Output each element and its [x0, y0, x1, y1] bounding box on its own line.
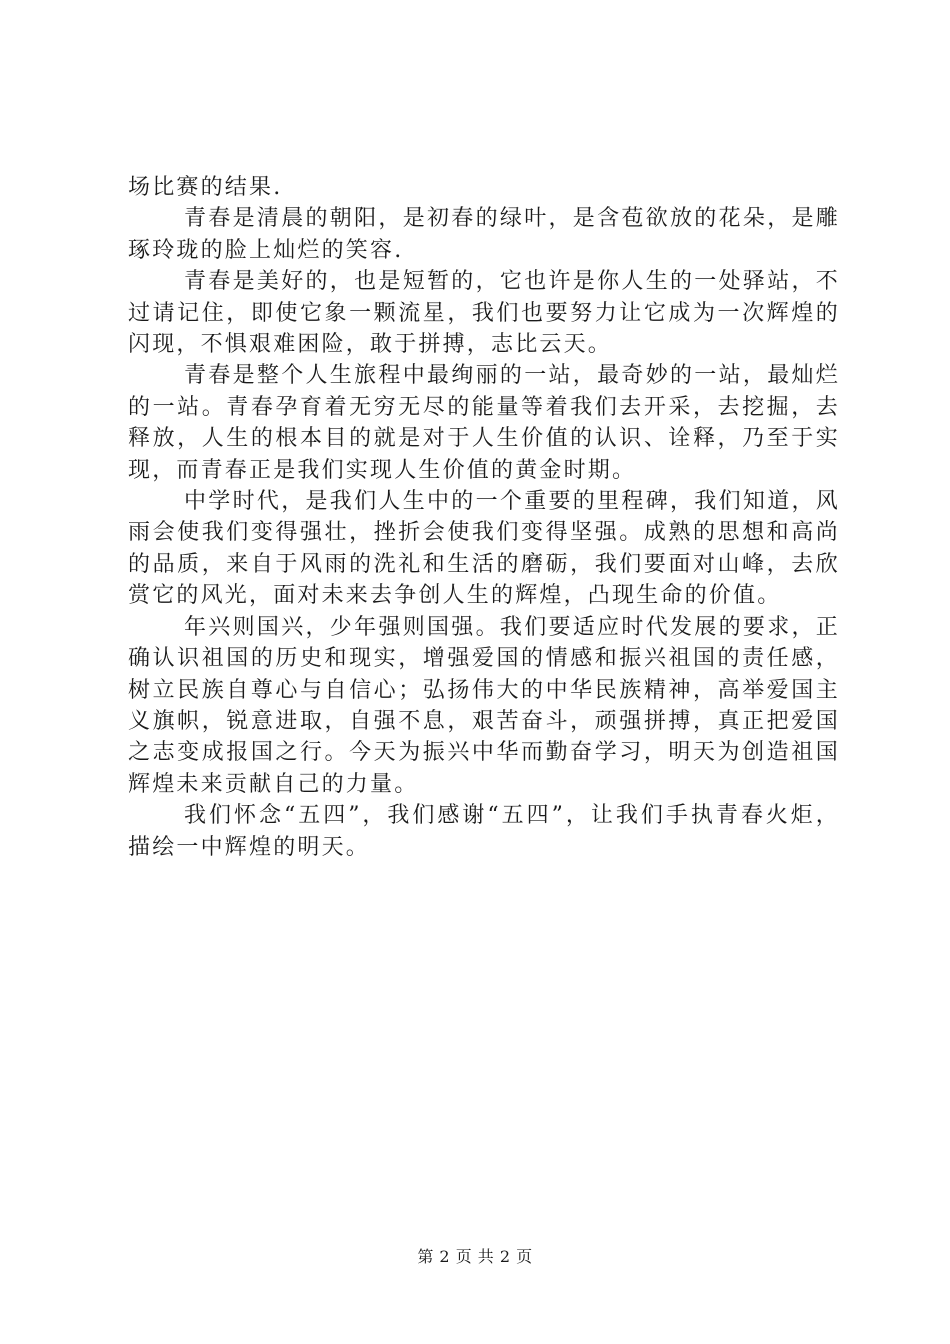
paragraph-1: 场比赛的结果. — [128, 175, 283, 200]
paragraph-5: 中学时代，是我们人生中的一个重要的里程碑，我们知道，风雨会使我们变得强壮，挫折会使我们变得坚强。成熟的思想和高尚的品质，来自于风雨的洗礼和生活的磨砺，我们要面对山峰，去欣赏它的风光，面对未来去争创人生的辉煌，凸现生命的价值。 — [128, 489, 840, 609]
paragraph-2: 青春是清晨的朝阳，是初春的绿叶，是含苞欲放的花朵，是雕琢玲珑的脸上灿烂的笑容. — [128, 206, 840, 263]
paragraph-6: 年兴则国兴，少年强则国强。我们要适应时代发展的要求，正确认识祖国的历史和现实，增强爱国的情感和振兴祖国的责任感，树立民族自尊心与自信心；弘扬伟大的中华民族精神，高举爱国主义旗帜，锐意进取，自强不息，艰苦奋斗，顽强拼搏，真正把爱国之志变成报国之行。今天为振兴中华而勤奋学习，明天为创造祖国辉煌未来贡献自己的力量。 — [128, 614, 840, 797]
paragraph-7: 我们怀念“五四”，我们感谢“五四”，让我们手执青春火炬，描绘一中辉煌的明天。 — [128, 803, 840, 860]
paragraph-4: 青春是整个人生旅程中最绚丽的一站，最奇妙的一站，最灿烂的一站。青春孕育着无穷无尽的能量等着我们去开采，去挖掘，去释放，人生的根本目的就是对于人生价值的认识、诠释，乃至于实现，而青春正是我们实现人生价值的黄金时期。 — [128, 363, 840, 483]
page-number-footer: 第 2 页 共 2 页 — [417, 1247, 533, 1266]
paragraph-3: 青春是美好的，也是短暂的，它也许是你人生的一处驿站，不过请记住，即使它象一颗流星，我们也要努力让它成为一次辉煌的闪现，不惧艰难困险，敢于拼搏，志比云天。 — [128, 269, 840, 358]
document-body — [128, 172, 840, 863]
